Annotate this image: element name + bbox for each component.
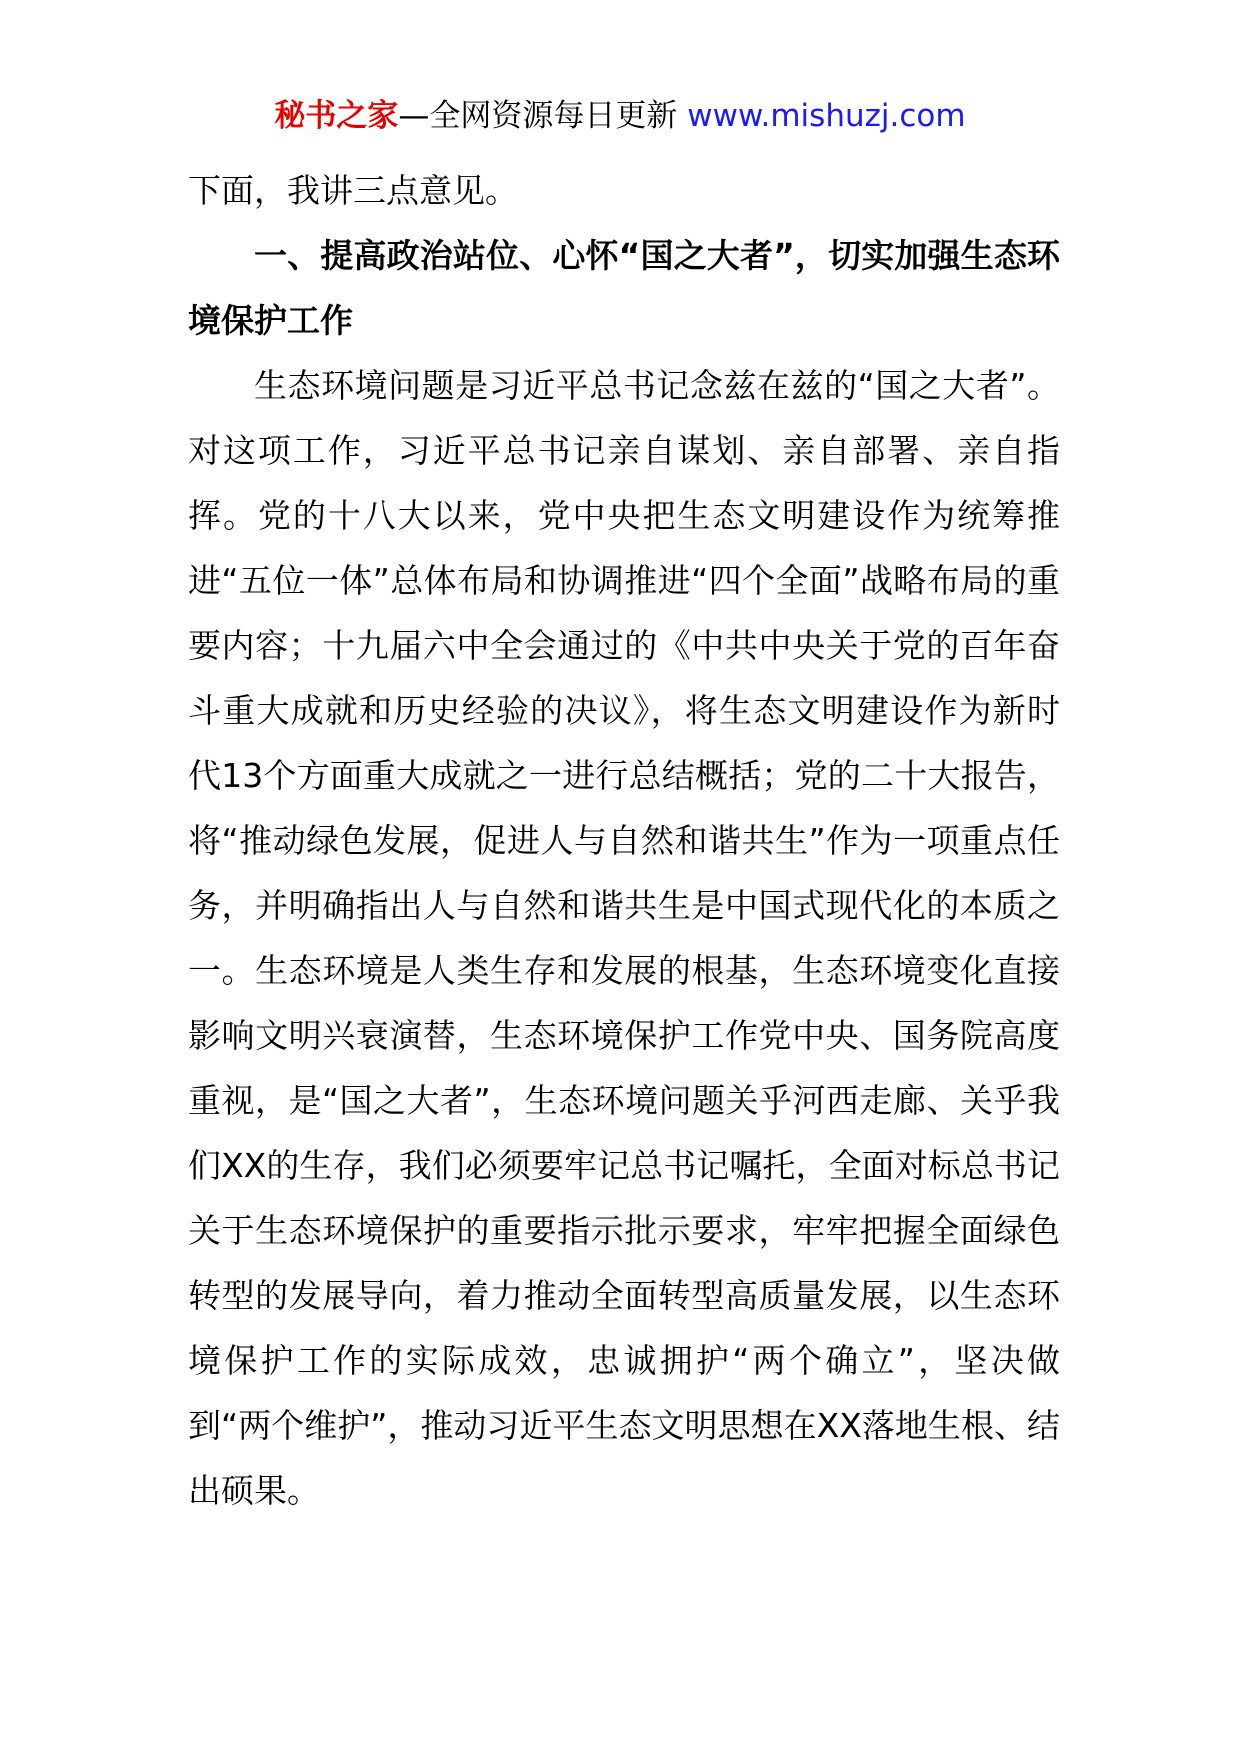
brand-name: 秘书之家: [274, 98, 399, 134]
document-body: [188, 158, 1060, 1523]
site-url-link[interactable]: www.mishuzj.com: [687, 98, 966, 134]
intro-paragraph: 下面，我讲三点意见。: [188, 171, 518, 210]
section-heading: 一、提高政治站位、心怀“国之大者”，切实加强生态环境保护工作: [188, 236, 1060, 340]
header-tagline: —全网资源每日更新: [398, 98, 688, 134]
body-paragraph: 生态环境问题是习近平总书记念兹在兹的“国之大者”。对这项工作，习近平总书记亲自谋划、亲自部署、亲自指挥。党的十八大以来，党中央把生态文明建设作为统筹推进“五位一体”总体布局和协调推进“四个全面”战略布局的重要内容；十九届六中全会通过的《中共中央关于党的百年奋斗重大成就和历史经验的决议》，将生态文明建设作为新时代13个方面重大成就之一进行总结概括；党的二十大报告，将“推动绿色发展，促进人与自然和谐共生”作为一项重点任务，并明确指出人与自然和谐共生是中国式现代化的本质之一。生态环境是人类生存和发展的根基，生态环境变化直接影响文明兴衰演替，生态环境保护工作党中央、国务院高度重视，是“国之大者”，生态环境问题关乎河西走廊、关乎我们XX的生存，我们必须要牢记总书记嘱托，全面对标总书记关于生态环境保护的重要指示批示要求，牢牢把握全面绿色转型的发展导向，着力推动全面转型高质量发展，以生态环境保护工作的实际成效，忠诚拥护“两个确立”，坚决做到“两个维护”，推动习近平生态文明思想在XX落地生根、结出硕果。: [188, 366, 1060, 1510]
site-header: [0, 96, 1240, 136]
